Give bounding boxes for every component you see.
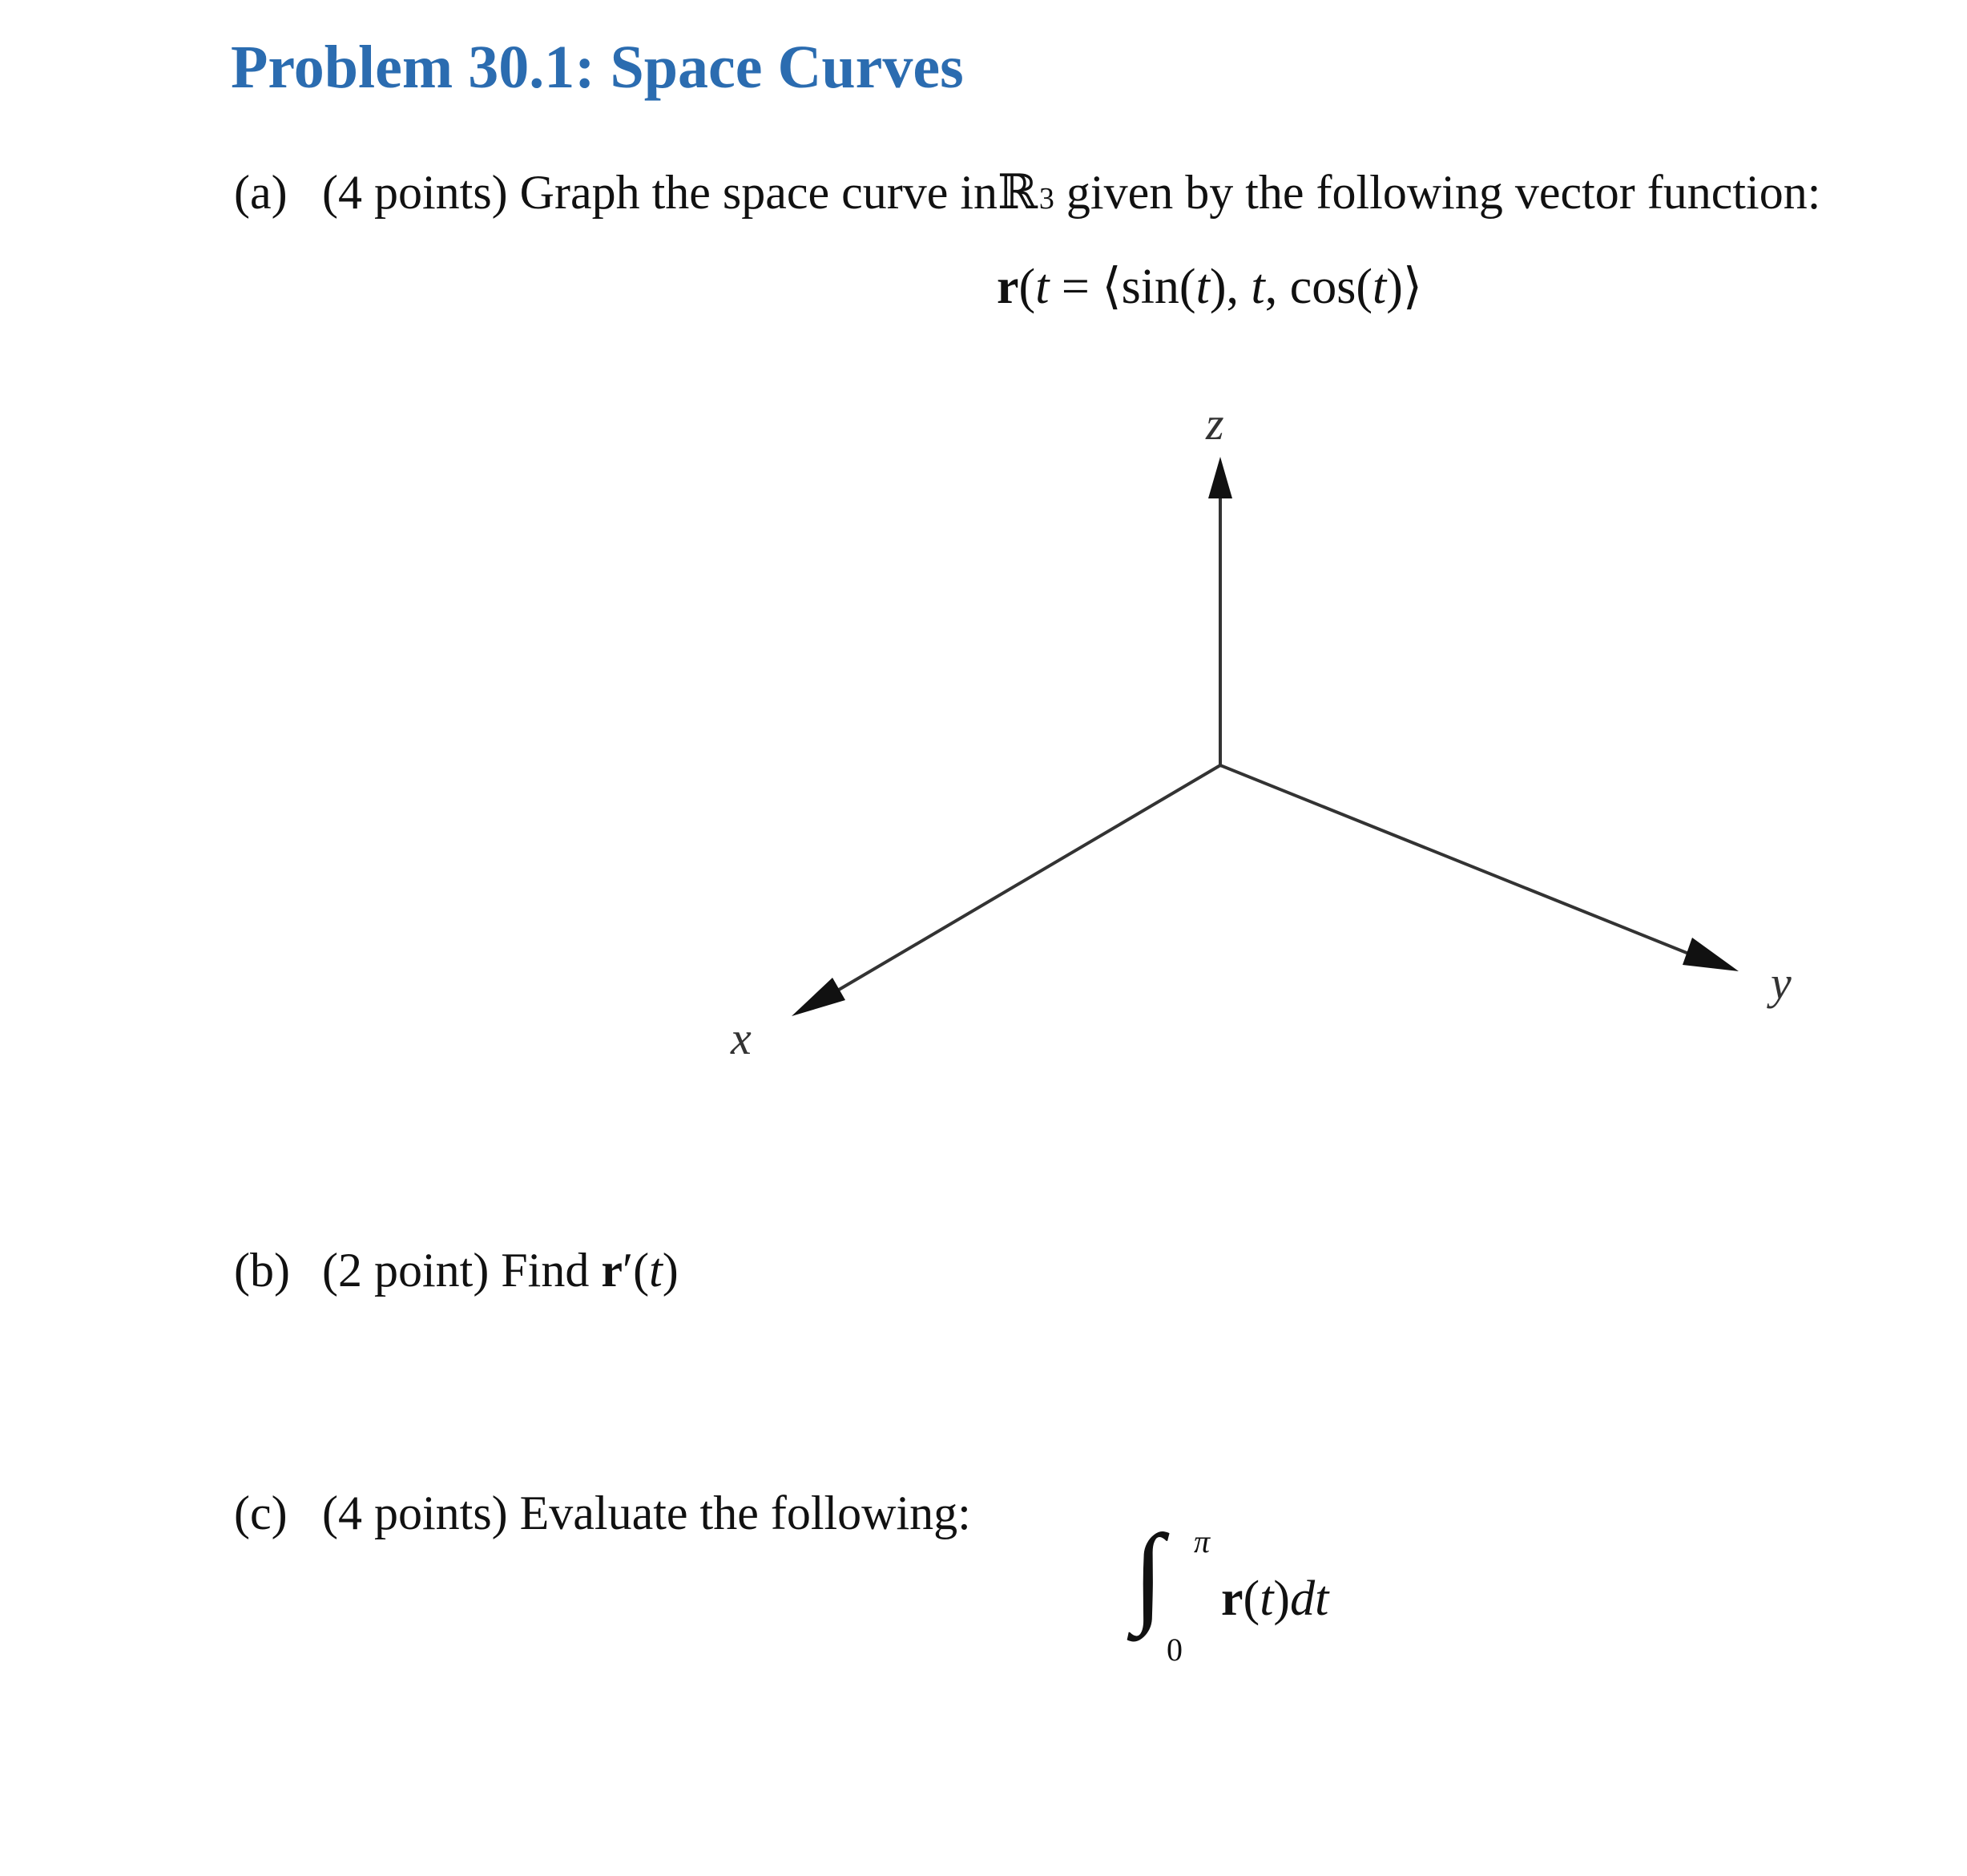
z-axis-arrow-icon bbox=[1208, 457, 1232, 498]
equation-var-1: t bbox=[1195, 260, 1210, 314]
part-b-text: (2 point) Find bbox=[322, 1244, 602, 1297]
integral-lower-limit: 0 bbox=[1167, 1632, 1183, 1668]
x-axis-label: x bbox=[731, 1012, 752, 1064]
part-b-prompt bbox=[234, 1238, 679, 1302]
equation-end: )⟩ bbox=[1386, 260, 1423, 314]
real-space-exponent: 3 bbox=[1038, 182, 1054, 216]
part-b-arg: t bbox=[649, 1244, 663, 1297]
integrand-arg-close: ) bbox=[1273, 1571, 1291, 1626]
problem-title: Problem 30.1: Space Curves bbox=[231, 34, 964, 101]
integrand-fn: r bbox=[1221, 1571, 1243, 1626]
equation-fn: r bbox=[997, 260, 1019, 314]
x-axis-arrow-icon bbox=[792, 978, 845, 1016]
integrand-arg-open: ( bbox=[1243, 1571, 1260, 1626]
equation-lhs-var: t bbox=[1035, 260, 1050, 314]
integrand bbox=[1221, 1567, 1328, 1631]
equation-var-2: t bbox=[1251, 260, 1265, 314]
y-axis-arrow-icon bbox=[1683, 938, 1739, 971]
part-c-text: (4 points) Evaluate the following: bbox=[322, 1487, 971, 1539]
part-b-label: (b) bbox=[234, 1244, 290, 1297]
z-axis-label: z bbox=[1206, 397, 1224, 450]
equation-mid-2: , cos( bbox=[1264, 260, 1372, 314]
integral-upper-limit: π bbox=[1194, 1523, 1211, 1559]
equation-equals: = ⟨sin( bbox=[1049, 260, 1196, 314]
part-b-arg-close: ) bbox=[662, 1244, 679, 1297]
part-a-label: (a) bbox=[234, 166, 288, 219]
equation-mid-1: ), bbox=[1209, 260, 1252, 314]
y-axis-line bbox=[1220, 765, 1699, 958]
y-axis-label: y bbox=[1771, 957, 1792, 1009]
x-axis-line bbox=[825, 765, 1220, 998]
part-c-prompt bbox=[234, 1481, 971, 1545]
integrand-differential: dt bbox=[1290, 1571, 1329, 1626]
part-a-text-before: (4 points) Graph the space curve in bbox=[322, 166, 998, 219]
equation-var-3: t bbox=[1372, 260, 1387, 314]
equation-lhs-open: ( bbox=[1018, 260, 1036, 314]
part-a-text-after: given by the following vector function: bbox=[1054, 166, 1821, 219]
part-c-label: (c) bbox=[234, 1487, 288, 1539]
part-b-prime: ′ bbox=[622, 1244, 634, 1297]
integral-sign: ∫ bbox=[1133, 1512, 1164, 1636]
part-b-fn: r bbox=[601, 1244, 623, 1297]
part-b-arg-open: ( bbox=[633, 1244, 650, 1297]
integrand-arg: t bbox=[1260, 1571, 1274, 1626]
real-space-symbol: ℝ bbox=[998, 164, 1038, 220]
